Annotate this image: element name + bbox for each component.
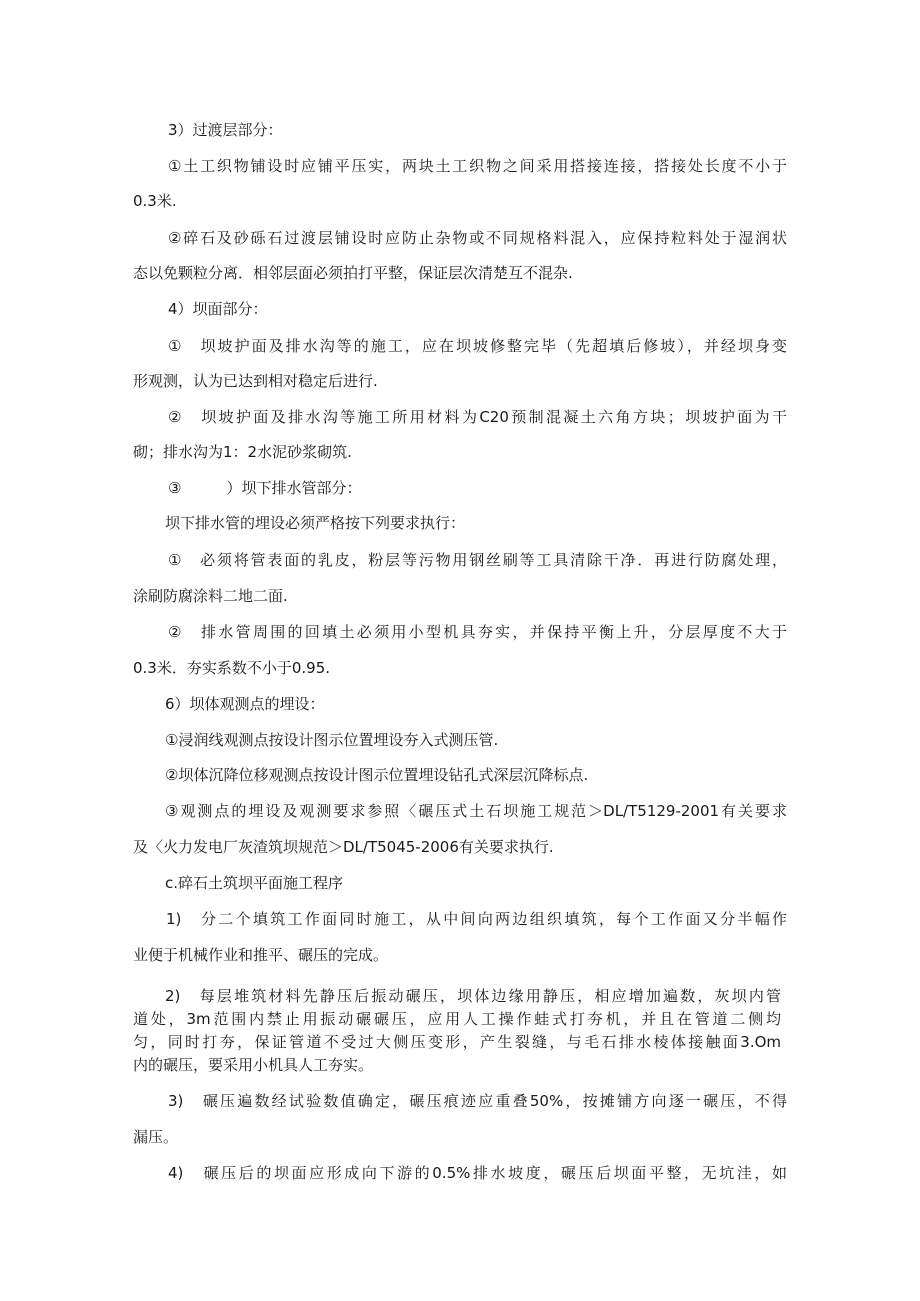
paragraph-line: ③观测点的埋设及观测要求参照〈碾压式土石坝施工规范＞DL/T5129-2001有关要求	[165, 802, 787, 820]
paragraph-line: 匀，同时打夯，保证管道不受过大侧压变形，产生裂缝，与毛石排水棱体接触面3.Om	[133, 1033, 781, 1051]
section-5-heading: ③ ）坝下排水管部分：	[168, 479, 362, 497]
paragraph-line: 1) 分二个填筑工作面同时施工，从中间向两边组织填筑，每个工作面又分半幅作	[166, 910, 787, 928]
paragraph-line: ① 坝坡护面及排水沟等的施工，应在坝坡修整完毕（先超填后修坡），并经坝身变	[168, 337, 787, 355]
section-c-heading: c.碎石土筑坝平面施工程序	[165, 874, 344, 892]
paragraph-line: 砌；排水沟为1：2水泥砂浆砌筑.	[133, 443, 352, 461]
paragraph-line: 2) 每层堆筑材料先静压后振动碾压，坝体边缘用静压，相应增加遍数，灰坝内管	[165, 987, 781, 1005]
paragraph-line: 道处，3m范围内禁止用振动碾碾压，应用人工操作蛙式打夯机，并且在管道二侧均	[133, 1010, 781, 1028]
paragraph-line: 内的碾压，要采用小机具人工夯实。	[133, 1056, 374, 1074]
paragraph-line: 业便于机械作业和推平、碾压的完成。	[133, 946, 389, 964]
section-4-heading: 4）坝面部分：	[168, 300, 268, 318]
paragraph-line: ①土工织物铺设时应铺平压实，两块土工织物之间采用搭接连接，搭接处长度不小于	[168, 157, 787, 175]
paragraph-line: 及〈火力发电厂灰渣筑坝规范＞DL/T5045-2006有关要求执行.	[133, 838, 554, 856]
paragraph-line: 形观测，认为已达到相对稳定后进行.	[133, 372, 378, 390]
paragraph-line: ① 必须将管表面的乳皮，粉层等污物用钢丝刷等工具清除干净．再进行防腐处理，	[168, 551, 787, 569]
paragraph-line: 0.3米.	[133, 192, 177, 210]
paragraph-line: ①浸润线观测点按设计图示位置埋设夯入式测压管.	[165, 731, 499, 749]
paragraph-line: ②碎石及砂砾石过渡层铺设时应防止杂物或不同规格料混入，应保持粒料处于湿润状	[168, 229, 787, 247]
paragraph-line: 态以免颗粒分离．相邻层面必须拍打平整，保证层次清楚互不混杂.	[133, 264, 573, 282]
section-3-heading: 3）过渡层部分：	[168, 121, 283, 139]
paragraph-line: 0.3米．夯实系数不小于0.95.	[133, 659, 331, 677]
paragraph-line: 坝下排水管的埋设必须严格按下列要求执行：	[165, 514, 466, 532]
paragraph-line: 漏压。	[133, 1128, 179, 1146]
paragraph-line: ② 排水管周围的回填土必须用小型机具夯实，并保持平衡上升，分层厚度不大于	[168, 623, 787, 641]
section-6-heading: 6）坝体观测点的埋设：	[165, 695, 325, 713]
paragraph-line: 涂刷防腐涂料二地二面.	[133, 587, 288, 605]
paragraph-line: ② 坝坡护面及排水沟等施工所用材料为C20预制混凝土六角方块；坝坡护面为干	[168, 408, 787, 426]
paragraph-line: 3) 碾压遍数经试验数值确定，碾压痕迹应重叠50%，按摊铺方向逐一碾压，不得	[168, 1092, 787, 1110]
paragraph-line: ②坝体沉降位移观测点按设计图示位置埋设钻孔式深层沉降标点.	[165, 766, 589, 784]
paragraph-line: 4) 碾压后的坝面应形成向下游的0.5%排水坡度，碾压后坝面平整，无坑洼，如	[168, 1164, 787, 1182]
